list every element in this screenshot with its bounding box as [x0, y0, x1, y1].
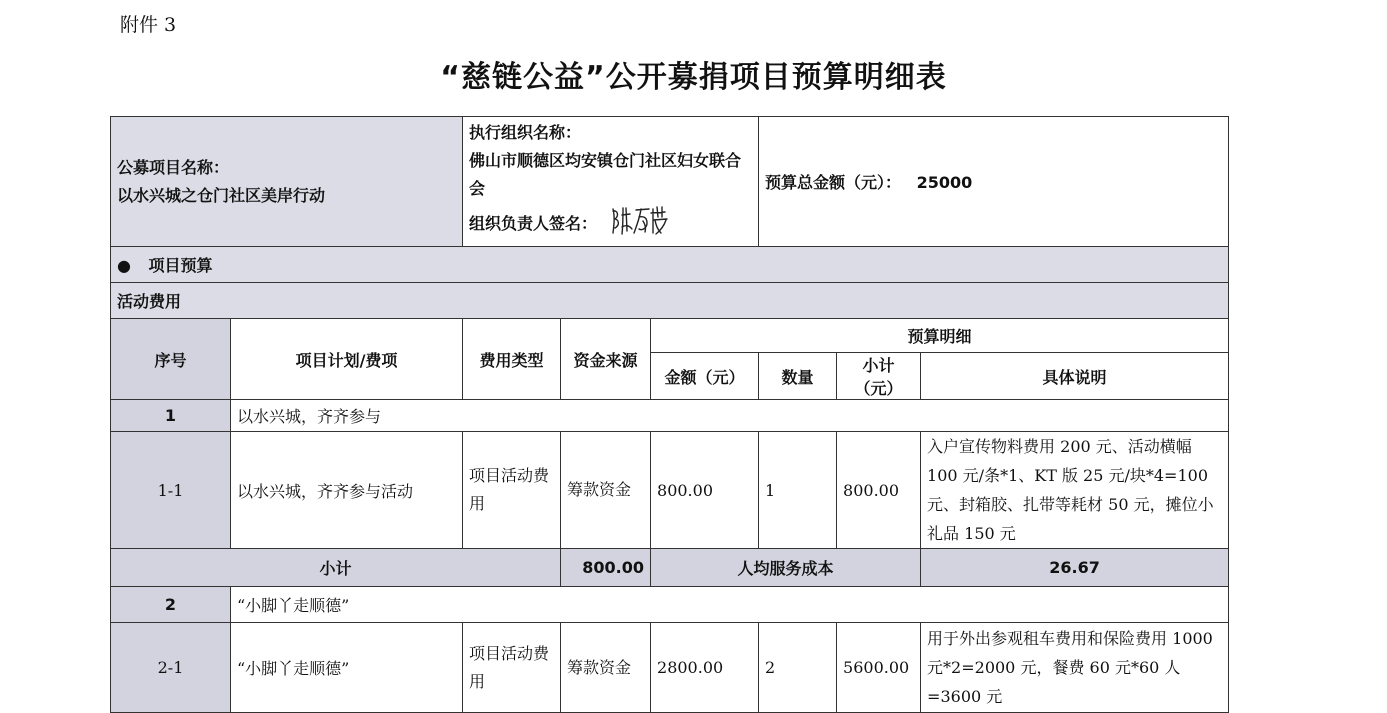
col-desc-header: 具体说明 — [921, 353, 1229, 400]
project-name-cell — [111, 117, 463, 247]
item-amount: 800.00 — [651, 432, 759, 549]
group-row — [111, 400, 1229, 432]
item-plan: “小脚丫走顺德” — [231, 623, 463, 713]
summary-label: 小计 — [111, 549, 561, 587]
budget-table — [110, 116, 1229, 713]
item-qty: 1 — [759, 432, 837, 549]
signature-image — [609, 203, 673, 246]
section-row — [111, 247, 1229, 283]
item-type: 项目活动费用 — [463, 432, 561, 549]
org-name: 佛山市顺德区均安镇仓门社区妇女联合会 — [469, 151, 742, 198]
signer-label: 组织负责人签名： — [469, 214, 598, 233]
col-seq-header: 序号 — [111, 319, 231, 400]
col-qty-header: 数量 — [759, 353, 837, 400]
col-type-header: 费用类型 — [463, 319, 561, 400]
summary-value: 800.00 — [561, 549, 651, 587]
item-seq: 2-1 — [111, 623, 231, 713]
col-source-header: 资金来源 — [561, 319, 651, 400]
handwritten-signature-icon — [609, 203, 673, 237]
header-info-row — [111, 117, 1229, 247]
col-detail-group-header: 预算明细 — [651, 319, 1229, 353]
group-name: 以水兴城，齐齐参与 — [231, 400, 1229, 432]
item-amount: 2800.00 — [651, 623, 759, 713]
total-value: 25000 — [916, 173, 973, 192]
group-seq: 1 — [111, 400, 231, 432]
page-title: “慈链公益”公开募捐项目预算明细表 — [440, 60, 947, 95]
item-seq: 1-1 — [111, 432, 231, 549]
org-cell — [463, 117, 759, 247]
item-subtotal: 800.00 — [837, 432, 921, 549]
signer-line — [469, 203, 752, 246]
item-row — [111, 432, 1229, 549]
item-source: 筹款资金 — [561, 432, 651, 549]
summary-row — [111, 549, 1229, 587]
item-desc: 入户宣传物料费用 200 元、活动横幅 100 元/条*1、KT 版 25 元/块*4=100 元、封箱胶、扎带等耗材 50 元，摊位小礼品 150 元 — [921, 432, 1229, 549]
section-title: 项目预算 — [148, 256, 213, 275]
item-row — [111, 623, 1229, 713]
section-title-cell — [111, 247, 1229, 283]
org-name-label: 执行组织名称： — [469, 123, 582, 142]
column-header-row-1 — [111, 319, 1229, 353]
project-name-label: 公募项目名称： — [117, 157, 230, 177]
cost-label: 人均服务成本 — [651, 549, 921, 587]
item-qty: 2 — [759, 623, 837, 713]
col-plan-header: 项目计划/费项 — [231, 319, 463, 400]
category-row — [111, 283, 1229, 319]
col-amount-header: 金额（元） — [651, 353, 759, 400]
group-name: “小脚丫走顺德” — [231, 587, 1229, 623]
total-cell — [759, 117, 1229, 247]
item-desc: 用于外出参观租车费用和保险费用 1000 元*2=2000 元，餐费 60 元*60 人=3600 元 — [921, 623, 1229, 713]
bullet-icon: ● — [117, 256, 131, 275]
group-seq: 2 — [111, 587, 231, 623]
attachment-label: 附件 3 — [120, 14, 177, 36]
item-source: 筹款资金 — [561, 623, 651, 713]
item-plan: 以水兴城，齐齐参与活动 — [231, 432, 463, 549]
group-row — [111, 587, 1229, 623]
category-label: 活动费用 — [111, 283, 1229, 319]
col-subtotal-header: 小计（元） — [837, 353, 921, 400]
cost-value: 26.67 — [921, 549, 1229, 587]
item-type: 项目活动费用 — [463, 623, 561, 713]
item-subtotal: 5600.00 — [837, 623, 921, 713]
total-label: 预算总金额（元）： — [765, 173, 902, 192]
project-name: 以水兴城之仓门社区美岸行动 — [117, 185, 326, 205]
